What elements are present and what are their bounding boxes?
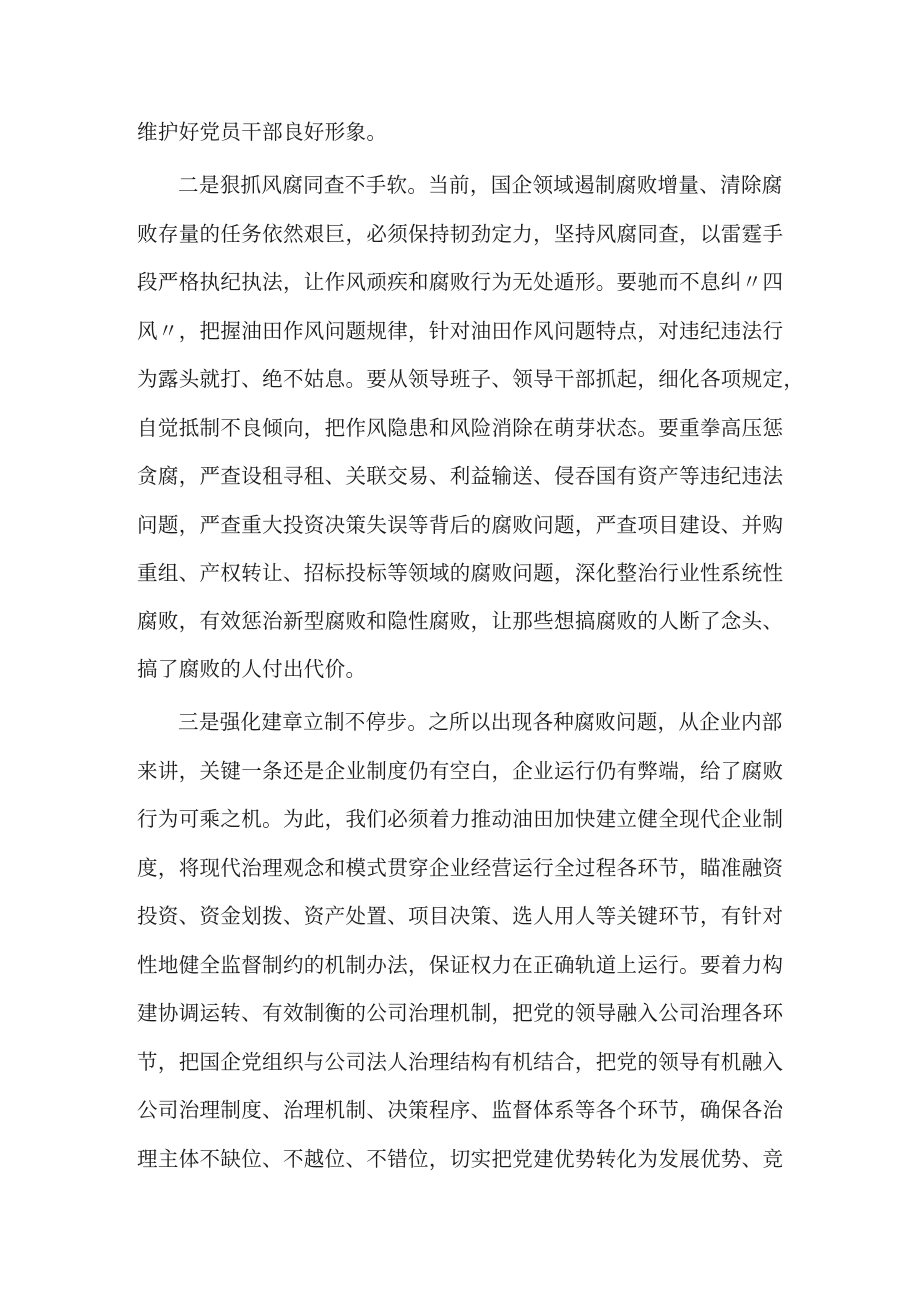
paragraph-line: 建协调运转、有效制衡的公司治理机制，把党的领导融入公司治理各环 — [137, 1001, 784, 1025]
paragraph-line: 来讲，关键一条还是企业制度仍有空白，企业运行仍有弊端，给了腐败 — [137, 759, 784, 783]
paragraph-line: 为露头就打、绝不姑息。要从领导班子、领导干部抓起，细化各项规定， — [137, 367, 805, 391]
paragraph-line: 公司治理制度、治理机制、决策程序、监督体系等各个环节，确保各治 — [137, 1098, 784, 1122]
paragraph-line: 二是狠抓风腐同查不手软。当前，国企领域遏制腐败增量、清除腐 — [178, 173, 783, 197]
paragraph-line: 搞了腐败的人付出代价。 — [137, 657, 367, 681]
paragraph-line: 理主体不缺位、不越位、不错位，切实把党建优势转化为发展优势、竞 — [137, 1147, 784, 1171]
paragraph-line: 性地健全监督制约的机制办法，保证权力在正确轨道上运行。要着力构 — [137, 953, 784, 977]
paragraph-line: 风〃，把握油田作风问题规律，针对油田作风问题特点，对违纪违法行 — [137, 319, 784, 343]
paragraph-line: 败存量的任务依然艰巨，必须保持韧劲定力，坚持风腐同查，以雷霆手 — [137, 222, 784, 246]
paragraph-line: 问题，严查重大投资决策失误等背后的腐败问题，严查项目建设、并购 — [137, 513, 784, 537]
paragraph-line: 节，把国企党组织与公司法人治理结构有机结合，把党的领导有机融入 — [137, 1050, 784, 1074]
paragraph-line: 自觉抵制不良倾向，把作风隐患和风险消除在萌芽状态。要重拳高压惩 — [137, 416, 784, 440]
paragraph-line: 贪腐，严查设租寻租、关联交易、利益输送、侵吞国有资产等违纪违法 — [137, 464, 784, 488]
paragraph-line: 投资、资金划拨、资产处置、项目决策、选人用人等关键环节，有针对 — [137, 904, 784, 928]
paragraph-line: 三是强化建章立制不停步。之所以出现各种腐败问题，从企业内部 — [178, 710, 783, 734]
paragraph-line: 度，将现代治理观念和模式贯穿企业经营运行全过程各环节，瞄准融资 — [137, 856, 784, 880]
paragraph-line: 行为可乘之机。为此，我们必须着力推动油田加快建立健全现代企业制 — [137, 807, 784, 831]
paragraph-line: 段严格执纪执法，让作风顽疾和腐败行为无处遁形。要驰而不息纠〃四 — [137, 270, 784, 294]
paragraph-line: 腐败，有效惩治新型腐败和隐性腐败，让那些想搞腐败的人断了念头、 — [137, 609, 784, 633]
paragraph-line: 重组、产权转让、招标投标等领域的腐败问题，深化整治行业性系统性 — [137, 561, 784, 585]
paragraph-line: 维护好党员干部良好形象。 — [137, 120, 388, 144]
